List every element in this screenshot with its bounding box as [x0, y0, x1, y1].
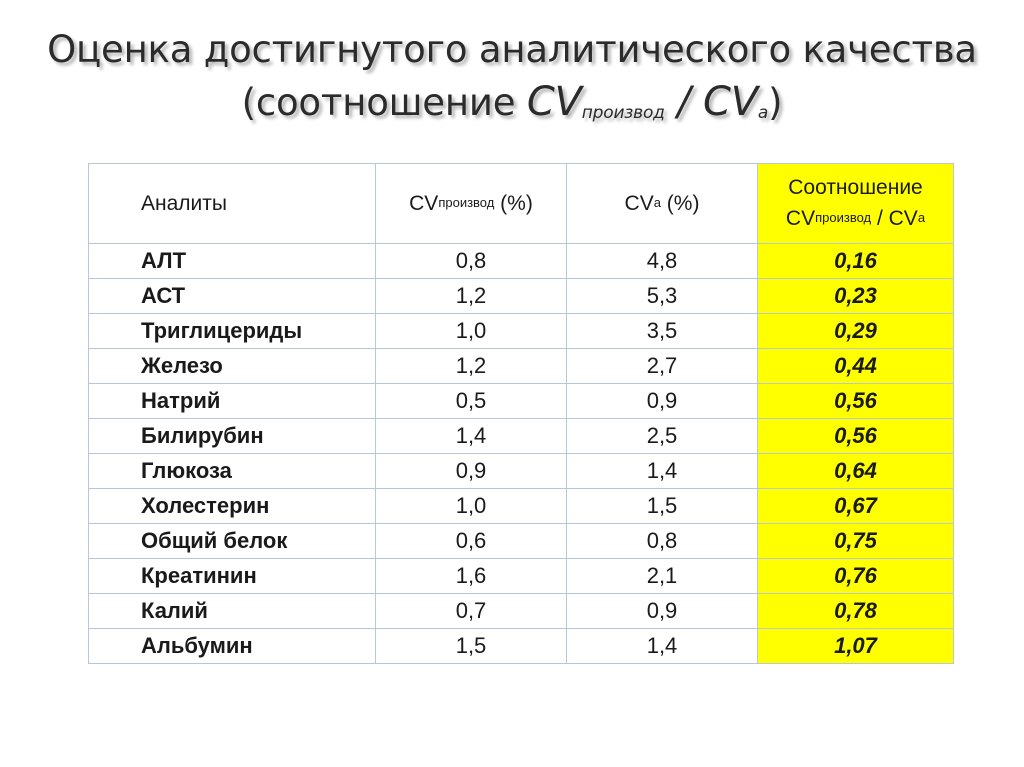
- table-header-row: [89, 164, 954, 244]
- cva-value: 0,8: [646, 528, 678, 553]
- cva-value: 1,5: [646, 493, 678, 518]
- analyte-name: Альбумин: [89, 629, 376, 664]
- table-row: [89, 244, 954, 279]
- cv-production-cell: [376, 629, 567, 664]
- ratio-cell: [758, 244, 954, 279]
- ratio-cell: [758, 279, 954, 314]
- table-row: [89, 314, 954, 349]
- ratio-value: 0,64: [834, 458, 877, 483]
- cv-production-cell: [376, 419, 567, 454]
- cv-production-value: 1,2: [455, 353, 487, 378]
- ratio-cell: [758, 349, 954, 384]
- cva-cell: [567, 384, 758, 419]
- cva-cell: [567, 594, 758, 629]
- header-cv-prod-suffix: (%): [494, 191, 533, 215]
- table-row: [89, 594, 954, 629]
- analyte-name: АСТ: [89, 279, 376, 314]
- cva-cell: [567, 419, 758, 454]
- cv-production-value: 1,0: [455, 318, 487, 343]
- cva-cell: [567, 489, 758, 524]
- title-prefix: (соотношение: [241, 81, 527, 124]
- cva-value: 5,3: [646, 283, 678, 308]
- cv-production-value: 0,9: [455, 458, 487, 483]
- ratio-cell: [758, 384, 954, 419]
- ratio-cell: [758, 489, 954, 524]
- analyte-name: Билирубин: [89, 419, 376, 454]
- cv-production-cell: [376, 384, 567, 419]
- table-row: [89, 454, 954, 489]
- analyte-name: Общий белок: [89, 524, 376, 559]
- analyte-name: Железо: [89, 349, 376, 384]
- title-slash: /: [664, 79, 704, 125]
- cva-cell: [567, 559, 758, 594]
- table-row: [89, 279, 954, 314]
- analyte-name: Глюкоза: [89, 454, 376, 489]
- cv-production-value: 1,5: [455, 633, 487, 658]
- table-row: [89, 524, 954, 559]
- analyte-name: Холестерин: [89, 489, 376, 524]
- header-cva-suffix: (%): [660, 191, 700, 215]
- ratio-value: 0,76: [834, 563, 877, 588]
- ratio-cell: [758, 524, 954, 559]
- cv-production-value: 1,2: [455, 283, 487, 308]
- cv-production-cell: [376, 454, 567, 489]
- title-line-1: Оценка достигнутого аналитического качества: [47, 28, 977, 71]
- cv-production-cell: [376, 489, 567, 524]
- header-ratio-cv1: CV: [785, 207, 816, 230]
- ratio-value: 0,16: [834, 248, 877, 273]
- ratio-value: 0,44: [834, 353, 877, 378]
- cv-production-cell: [376, 559, 567, 594]
- header-ratio-sub1: производ: [815, 210, 872, 225]
- header-ratio: [758, 164, 954, 244]
- title-cv2: CV: [703, 79, 758, 125]
- cv-production-cell: [376, 279, 567, 314]
- analyte-name: Триглицериды: [89, 314, 376, 349]
- ratio-value: 0,56: [834, 423, 877, 448]
- cva-value: 3,5: [646, 318, 678, 343]
- ratio-cell: [758, 314, 954, 349]
- cva-cell: [567, 629, 758, 664]
- ratio-value: 0,67: [834, 493, 877, 518]
- table-row: [89, 384, 954, 419]
- cv-production-cell: [376, 244, 567, 279]
- header-cva: [567, 164, 758, 244]
- ratio-value: 0,75: [834, 528, 877, 553]
- header-ratio-line2: [758, 203, 953, 234]
- analytes-table: [88, 163, 954, 664]
- analyte-name: Креатинин: [89, 559, 376, 594]
- ratio-cell: [758, 594, 954, 629]
- cva-cell: [567, 349, 758, 384]
- cv-production-value: 0,6: [455, 528, 487, 553]
- table-row: [89, 629, 954, 664]
- cva-value: 2,7: [646, 353, 678, 378]
- table-row: [89, 489, 954, 524]
- cv-production-value: 0,7: [455, 598, 487, 623]
- cv-production-value: 1,4: [455, 423, 487, 448]
- cva-value: 2,1: [646, 563, 678, 588]
- title-sub-a: a: [757, 103, 769, 123]
- ratio-value: 0,29: [834, 318, 877, 343]
- table-row: [89, 349, 954, 384]
- ratio-cell: [758, 629, 954, 664]
- title-close: ): [768, 81, 783, 124]
- cva-value: 4,8: [646, 248, 678, 273]
- header-cv-prod-sub: производ: [438, 194, 495, 210]
- cv-production-cell: [376, 524, 567, 559]
- ratio-cell: [758, 454, 954, 489]
- cv-production-value: 0,8: [455, 248, 487, 273]
- ratio-value: 1,07: [834, 633, 877, 658]
- cv-production-cell: [376, 314, 567, 349]
- cv-production-value: 1,0: [455, 493, 487, 518]
- header-cv-prod-main: CV: [409, 191, 439, 215]
- cva-value: 2,5: [646, 423, 678, 448]
- analyte-name: АЛТ: [89, 244, 376, 279]
- title-cv: CV: [526, 79, 582, 125]
- ratio-value: 0,56: [834, 388, 877, 413]
- cv-production-cell: [376, 594, 567, 629]
- header-cva-sub: a: [653, 194, 661, 210]
- cva-cell: [567, 524, 758, 559]
- header-analytes: Аналиты: [89, 164, 376, 244]
- cv-production-value: 0,5: [455, 388, 487, 413]
- header-ratio-cv2: CV: [888, 207, 918, 230]
- cva-value: 0,9: [646, 388, 678, 413]
- ratio-cell: [758, 419, 954, 454]
- ratio-cell: [758, 559, 954, 594]
- title-line-2: [0, 76, 1024, 139]
- header-ratio-line1: Соотношение: [788, 176, 923, 199]
- header-cv-production: [376, 164, 567, 244]
- cva-cell: [567, 279, 758, 314]
- cva-value: 1,4: [646, 633, 678, 658]
- cv-production-cell: [376, 349, 567, 384]
- cva-cell: [567, 244, 758, 279]
- cv-production-value: 1,6: [455, 563, 487, 588]
- cva-cell: [567, 314, 758, 349]
- analyte-name: Калий: [89, 594, 376, 629]
- ratio-value: 0,23: [834, 283, 877, 308]
- table-row: [89, 419, 954, 454]
- cva-value: 1,4: [646, 458, 678, 483]
- ratio-value: 0,78: [834, 598, 877, 623]
- title-sub-proizvod: производ: [581, 103, 665, 123]
- cva-value: 0,9: [646, 598, 678, 623]
- slide-title: [0, 24, 1024, 139]
- header-ratio-sub2: a: [917, 210, 926, 225]
- table-row: [89, 559, 954, 594]
- cva-cell: [567, 454, 758, 489]
- header-cva-main: CV: [624, 191, 654, 215]
- header-ratio-slash: /: [871, 207, 889, 230]
- analyte-name: Натрий: [89, 384, 376, 419]
